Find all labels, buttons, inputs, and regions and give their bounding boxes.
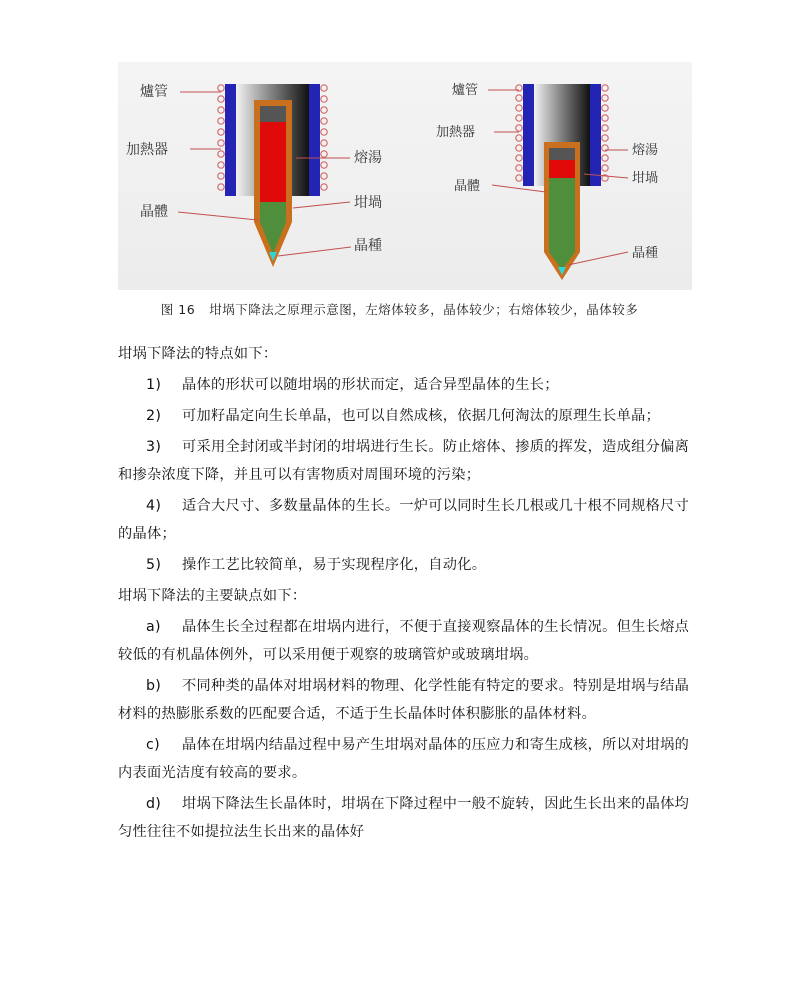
right-label-crucible: 坩堝 — [632, 171, 659, 186]
advantages-item — [118, 492, 693, 548]
left-label-seed: 晶種 — [354, 238, 382, 254]
advantages-item-label: 4) — [146, 498, 162, 514]
disadvantages-item-label: d) — [146, 796, 162, 812]
figure-caption-text: 坩埚下降法之原理示意图，左熔体较多，晶体较少；右熔体较少，晶体较多 — [209, 302, 639, 317]
advantages-item-text: 晶体的形状可以随坩埚的形状而定，适合异型晶体的生长； — [182, 377, 559, 393]
advantages-item-label: 2) — [146, 408, 162, 424]
right-melt — [549, 160, 575, 178]
advantages-item-text: 操作工艺比较简单，易于实现程序化，自动化。 — [182, 557, 487, 573]
disadvantages-item-text: 不同种类的晶体对坩埚材料的物理、化学性能有特定的要求。特别是坩埚与结晶材料的热膨胀系数的匹配要合适，不适于生长晶体时体积膨胀的晶体材料。 — [118, 678, 690, 722]
advantages-item-label: 1) — [146, 377, 162, 393]
crucible-descent-figure — [118, 62, 692, 290]
advantages-item — [118, 433, 693, 489]
advantages-item-text: 可采用全封闭或半封闭的坩埚进行生长。防止熔体、掺质的挥发，造成组分偏离和掺杂浓度下降，并且可以有害物质对周围环境的污染； — [118, 439, 690, 483]
disadvantages-item-label: b) — [146, 678, 162, 694]
left-label-heater: 加熱器 — [126, 142, 168, 158]
figure-caption — [0, 300, 799, 318]
disadvantages-list — [118, 613, 693, 849]
left-label-crystal: 晶體 — [140, 204, 168, 220]
disadvantages-item-label: c) — [146, 737, 160, 753]
right-label-heater: 加熱器 — [436, 125, 476, 140]
advantages-heading: 坩埚下降法的特点如下： — [118, 346, 278, 362]
disadvantages-item — [118, 731, 693, 787]
disadvantages-item — [118, 790, 693, 846]
disadvantages-item — [118, 672, 693, 728]
disadvantages-heading: 坩埚下降法的主要缺点如下： — [118, 588, 307, 604]
right-crystal — [549, 178, 575, 270]
advantages-list — [118, 371, 693, 582]
left-label-melt: 熔湯 — [354, 150, 382, 166]
advantages-item — [118, 402, 693, 430]
disadvantages-item-text: 坩埚下降法生长晶体时，坩埚在下降过程中一般不旋转，因此生长出来的晶体均匀性往往不如提拉法生长出来的晶体好 — [118, 796, 690, 840]
disadvantages-item — [118, 613, 693, 669]
disadvantages-item-text: 晶体在坩埚内结晶过程中易产生坩埚对晶体的压应力和寄生成核，所以对坩埚的内表面光洁度有较高的要求。 — [118, 737, 690, 781]
figure-number: 图 16 — [160, 302, 196, 317]
figure-svg — [118, 62, 692, 290]
left-crucible-cap — [260, 106, 286, 122]
right-label-crystal: 晶體 — [454, 179, 481, 194]
right-label-melt: 熔湯 — [632, 143, 659, 158]
advantages-item — [118, 551, 693, 579]
left-heater-right-wall — [309, 84, 320, 196]
advantages-item-text: 可加籽晶定向生长单晶，也可以自然成核，依据几何淘汰的原理生长单晶； — [182, 408, 661, 424]
advantages-item-label: 3) — [146, 439, 162, 455]
right-label-seed: 晶種 — [632, 246, 659, 261]
document-body — [118, 340, 693, 849]
right-crucible-cap — [549, 148, 575, 160]
right-heater-right-wall — [590, 84, 601, 186]
disadvantages-item-text: 晶体生长全过程都在坩埚内进行，不便于直接观察晶体的生长情况。但生长熔点较低的有机晶体例外，可以采用便于观察的玻璃管炉或玻璃坩埚。 — [118, 619, 690, 663]
advantages-item-text: 适合大尺寸、多数量晶体的生长。一炉可以同时生长几根或几十根不同规格尺寸的晶体； — [118, 498, 690, 542]
disadvantages-item-label: a) — [146, 619, 161, 635]
left-heater-left-wall — [225, 84, 236, 196]
right-label-tube: 爐管 — [452, 83, 479, 98]
advantages-item — [118, 371, 693, 399]
advantages-item-label: 5) — [146, 557, 162, 573]
right-crucible — [544, 142, 580, 280]
right-heater-left-wall — [523, 84, 534, 186]
left-label-tube: 爐管 — [140, 84, 168, 100]
left-label-crucible: 坩堝 — [354, 195, 382, 211]
left-melt — [260, 122, 286, 202]
